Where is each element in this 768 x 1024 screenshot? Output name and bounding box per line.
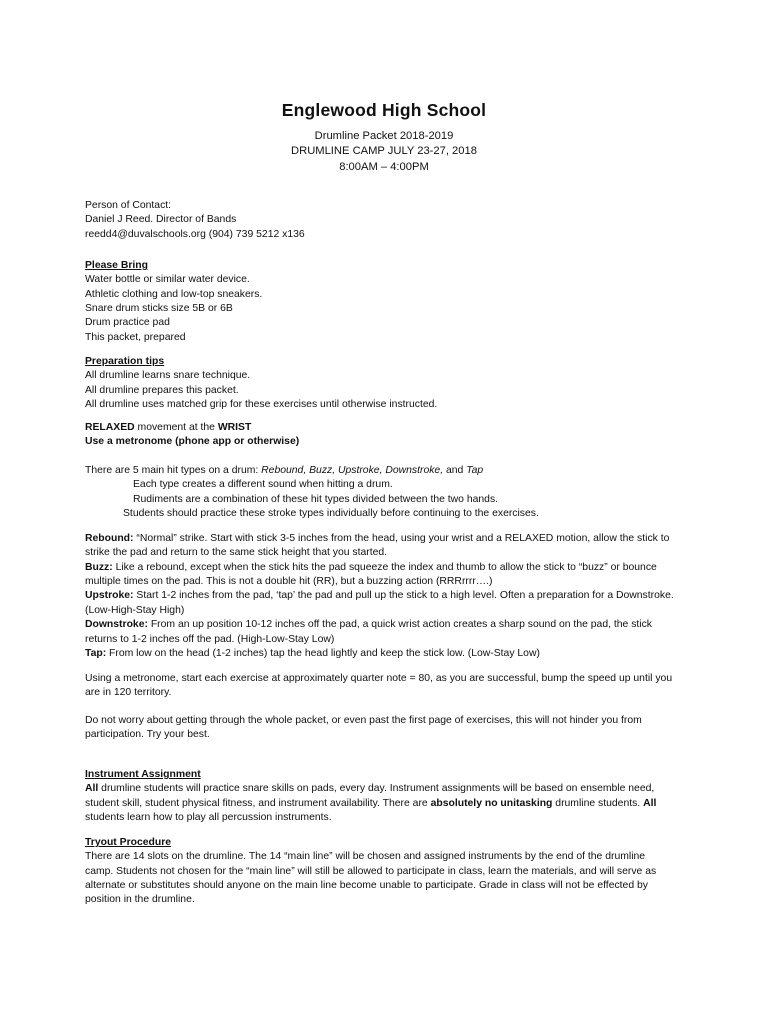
hit-types-intro [85,464,705,478]
hit-types-list: Rebound, Buzz, Upstroke, Downstroke, [261,465,444,476]
list-item: All drumline learns snare technique. [85,370,251,382]
instrument-section [85,768,675,825]
stroke-text: Start 1-2 inches from the pad, ‘tap’ the pad and pull up the stick to a high level. Often a preparation for a Downstroke. (Low-High-Stay High) [85,590,674,616]
list-item: Snare drum sticks size 5B or 6B [85,303,233,315]
instrument-bold-lead: All [85,783,99,795]
stroke-name: Downstroke: [85,619,148,631]
stroke-rebound [85,532,675,561]
list-item: This packet, prepared [85,331,186,343]
hit-types-tap: Tap [466,465,484,476]
list-item: Drum practice pad [85,317,170,329]
camp-hours-line: 8:00AM – 4:00PM [339,160,429,173]
metronome-line: Use a metronome (phone app or otherwise) [85,436,300,448]
tryout-text: There are 14 slots on the drumline. The 14 “main line” will be chosen and assigned instruments by the end of the drumline camp. Students not chosen for the “main line” will still be allowed to participate in class, learn the materials, and will serve as alternate or substitutes should anyone on the main line become unable to participate. Grade in class will not be effected by position in the drumline. [85,851,657,906]
preparation-section [85,355,685,412]
contact-label: Person of Contact: [85,200,172,211]
worry-paragraph [85,714,675,743]
stroke-name: Upstroke: [85,590,134,602]
instrument-text [85,782,675,825]
preparation-heading: Preparation tips [85,356,165,367]
hit-types-line4: Students should practice these stroke types individually before continuing to the exercises. [123,508,539,520]
please-bring-heading: Please Bring [85,260,148,271]
worry-text: Do not worry about getting through the whole packet, or even past the first page of exercises, this will not hinder you from participation. Try your best. [85,715,642,741]
instrument-text1: drumline students will practice snare skills on pads, every day. Instrument assignments will be based on ensemble need, student skill, student physical fitness, and instrument availability. There are [85,783,655,809]
relaxed-section [85,421,685,450]
stroke-name: Rebound: [85,533,134,544]
instrument-bold-mid: absolutely no unitasking [430,797,553,809]
please-bring-section [85,259,685,345]
page-title: Englewood High School [281,100,487,120]
list-item: All drumline prepares this packet. [85,384,239,396]
hit-types-line3: Rudiments are a combination of these hit types divided between the two hands. [133,493,499,505]
hit-types-line2: Each type creates a different sound when hitting a drum. [133,479,393,491]
stroke-name: Buzz: [85,561,113,573]
wrist-bold: WRIST [217,422,252,433]
stroke-tap [85,647,675,661]
hit-types-intro-text: There are 5 main hit types on a drum: [85,465,262,476]
hit-types-section [85,464,705,521]
camp-dates-line: DRUMLINE CAMP JULY 23-27, 2018 [291,145,477,158]
stroke-upstroke [85,589,675,618]
packet-line: Drumline Packet 2018-2019 [314,130,454,143]
list-item: Water bottle or similar water device. [85,274,250,286]
tryout-heading: Tryout Procedure [85,837,172,848]
stroke-text: From low on the head (1-2 inches) tap the head lightly and keep the stick low. (Low-Stay Low) [106,647,540,659]
strokes-section [85,532,675,661]
instrument-heading: Instrument Assignment [85,769,201,780]
relaxed-mid: movement at the [134,422,218,433]
instrument-text3: students learn how to play all percussion instruments. [85,812,332,824]
relaxed-line [85,421,685,435]
stroke-buzz [85,561,675,590]
document-header [0,98,768,175]
metronome-paragraph [85,672,675,701]
instrument-bold-end: All [643,797,657,809]
tryout-section [85,836,675,908]
contact-details: reedd4@duvalschools.org (904) 739 5212 x136 [85,228,305,240]
instrument-text2: drumline students. [552,797,644,809]
list-item: All drumline uses matched grip for these exercises until otherwise instructed. [85,399,438,411]
stroke-name: Tap: [85,647,107,659]
relaxed-bold: RELAXED [85,422,135,433]
stroke-text: From an up position 10-12 inches off the pad, a quick wrist action creates a sharp sound on the pad, the stick returns to 1-2 inches off the pad. (High-Low-Stay Low) [85,619,652,645]
stroke-text: Like a rebound, except when the stick hits the pad squeeze the index and thumb to allow the stick to “buzz” or bounce multiple times on the pad. This is not a double hit (RR), but a buzzing action (RRRrrrr….) [85,561,657,588]
list-item: Athletic clothing and low-top sneakers. [85,288,263,300]
hit-types-and: and [443,465,467,476]
metronome-text: Using a metronome, start each exercise at approximately quarter note = 80, as you are successful, bump the speed up until you are in 120 territory. [85,673,673,699]
contact-section [85,199,685,242]
stroke-text: “Normal” strike. Start with stick 3-5 inches from the head, using your wrist and a RELAXED motion, allow the stick to strike the pad and return to the same stick height that you started. [85,533,670,559]
stroke-downstroke [85,618,675,647]
contact-name: Daniel J Reed. Director of Bands [85,214,237,226]
